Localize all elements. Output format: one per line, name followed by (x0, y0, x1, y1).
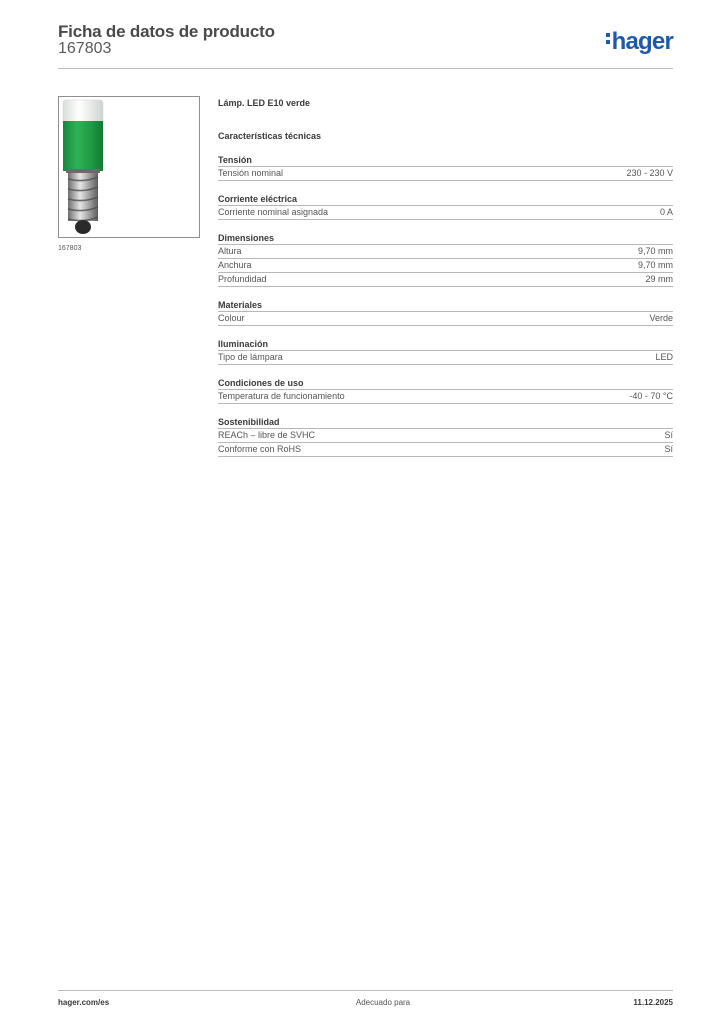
spec-value: Verde (649, 313, 673, 323)
spec-value: 9,70 mm (637, 260, 673, 270)
spec-group-title: Tensión (218, 154, 673, 167)
spec-value: 9,70 mm (637, 246, 673, 256)
spec-label: Corriente nominal asignada (218, 207, 329, 217)
spec-row (218, 259, 673, 273)
spec-group-lighting (218, 338, 673, 365)
page-header (58, 20, 673, 68)
spec-label: REACh – libre de SVHC (218, 430, 316, 440)
spec-group-title: Condiciones de uso (218, 377, 673, 390)
spec-row (218, 390, 673, 404)
spec-label: Anchura (218, 260, 252, 270)
spec-row (218, 206, 673, 220)
spec-value: -40 - 70 °C (629, 391, 673, 401)
spec-content (218, 96, 673, 457)
spec-group-materials (218, 299, 673, 326)
footer-website-link[interactable]: hager.com/es (58, 998, 110, 1007)
spec-row (218, 312, 673, 326)
logo-text: hager (611, 28, 673, 55)
spec-label: Tipo de lámpara (218, 352, 283, 362)
spec-group-tension (218, 154, 673, 181)
lamp-body (63, 121, 103, 171)
image-caption: 167803 (58, 245, 82, 252)
spec-label: Altura (218, 246, 242, 256)
spec-label: Temperatura de funcionamiento (218, 391, 345, 401)
spec-group-title: Corriente eléctrica (218, 193, 673, 206)
spec-row (218, 429, 673, 443)
technical-section-title: Características técnicas (218, 131, 322, 141)
spec-row (218, 443, 673, 457)
footer-date: 11.12.2025 (633, 998, 673, 1007)
header-divider (58, 68, 673, 69)
spec-group-current (218, 193, 673, 220)
spec-row (218, 351, 673, 365)
spec-value: Sí (664, 430, 673, 440)
led-lamp-image (59, 97, 199, 237)
document-reference: 167803 (58, 40, 112, 57)
spec-value: 230 - 230 V (626, 168, 673, 178)
footer-divider (58, 990, 673, 991)
spec-group-title: Sostenibilidad (218, 416, 673, 429)
spec-group-title: Dimensiones (218, 232, 673, 245)
product-name: Lámp. LED E10 verde (218, 98, 311, 108)
spec-group-dimensions (218, 232, 673, 287)
document-title: Ficha de datos de producto (58, 22, 275, 41)
spec-value: 0 A (659, 207, 673, 217)
spec-group-sustainability (218, 416, 673, 457)
spec-value: LED (655, 352, 673, 362)
spec-label: Conforme con RoHS (218, 444, 302, 454)
logo-colon-icon (606, 30, 612, 47)
spec-value: Sí (664, 444, 673, 454)
spec-group-title: Iluminación (218, 338, 673, 351)
lamp-cap (63, 100, 103, 123)
spec-label: Colour (218, 313, 245, 323)
spec-value: 29 mm (645, 274, 673, 284)
lamp-collar (66, 169, 100, 173)
product-image-frame (58, 96, 200, 238)
spec-label: Tensión nominal (218, 168, 284, 178)
footer-center-text: Adecuado para (355, 998, 411, 1007)
spec-row (218, 167, 673, 181)
spec-group-conditions (218, 377, 673, 404)
spec-row (218, 273, 673, 287)
spec-row (218, 245, 673, 259)
lamp-contact (75, 220, 91, 234)
spec-group-title: Materiales (218, 299, 673, 312)
spec-label: Profundidad (218, 274, 267, 284)
hager-logo (606, 28, 673, 56)
